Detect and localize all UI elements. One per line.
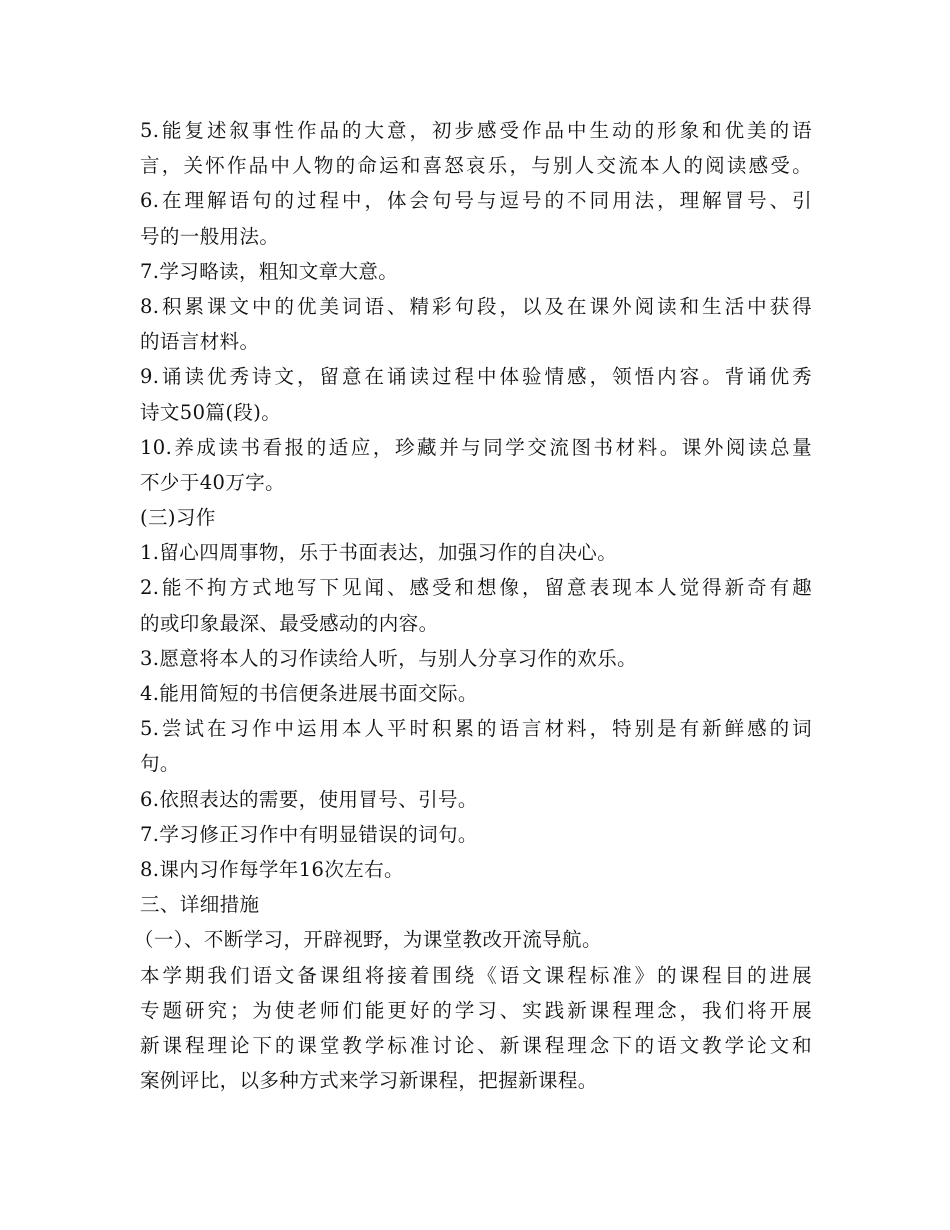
text-line: 4.能用简短的书信便条进展书面交际。 <box>140 682 478 705</box>
text-line: 诗文50篇(段)。 <box>140 400 282 424</box>
text-line: 9.诵读优秀诗文，留意在诵读过程中体验情感，领悟内容。背诵优秀 <box>140 365 812 389</box>
text-line: 1.留心四周事物，乐于书面表达，加强习作的自决心。 <box>140 541 618 565</box>
text-line: 案例评比，以多种方式来学习新课程，把握新课程。 <box>140 1069 598 1093</box>
text-line: 8.积累课文中的优美词语、精彩句段，以及在课外阅读和生活中获得 <box>140 294 812 318</box>
text-line: 专题研究；为使老师们能更好的学习、实践新课程理念，我们将开展 <box>140 998 812 1022</box>
text-line: 本学期我们语文备课组将接着围绕《语文课程标准》的课程目的进展 <box>140 963 812 987</box>
text-line: 言，关怀作品中人物的命运和喜怒哀乐，与别人交流本人的阅读感受。 <box>140 154 812 178</box>
text-line: 句。 <box>140 752 180 776</box>
text-line: 2.能不拘方式地写下见闻、感受和想像，留意表现本人觉得新奇有趣 <box>140 576 812 600</box>
document-body <box>134 113 812 1098</box>
text-line: 6.依照表达的需要，使用冒号、引号。 <box>140 787 478 811</box>
subsection-heading: （一）、不断学习，开辟视野，为课堂教改开流导航。 <box>134 928 602 952</box>
text-line: 的语言材料。 <box>140 330 260 354</box>
text-line: 不少于40万字。 <box>140 470 286 494</box>
text-line: 5.尝试在习作中运用本人平时积累的语言材料，特别是有新鲜感的词 <box>140 717 812 741</box>
text-line: 3.愿意将本人的习作读给人听，与别人分享习作的欢乐。 <box>140 646 638 670</box>
text-line: 7.学习略读，粗知文章大意。 <box>140 259 399 283</box>
section-heading: (三)习作 <box>140 506 216 530</box>
text-line: 号的一般用法。 <box>140 224 280 248</box>
section-heading: 三、详细措施 <box>140 893 260 917</box>
text-line: 的或印象最深、最受感动的内容。 <box>140 611 439 635</box>
text-line: 10.养成读书看报的适应，珍藏并与同学交流图书材料。课外阅读总量 <box>140 435 812 459</box>
text-line: 7.学习修正习作中有明显错误的词句。 <box>140 822 478 846</box>
text-line: 5.能复述叙事性作品的大意，初步感受作品中生动的形象和优美的语 <box>140 119 812 142</box>
text-line: 6.在理解语句的过程中，体会句号与逗号的不同用法，理解冒号、引 <box>140 189 812 213</box>
text-line: 新课程理论下的课堂教学标准讨论、新课程理念下的语文教学论文和 <box>140 1033 812 1057</box>
text-line: 8.课内习作每学年16次左右。 <box>140 857 404 881</box>
